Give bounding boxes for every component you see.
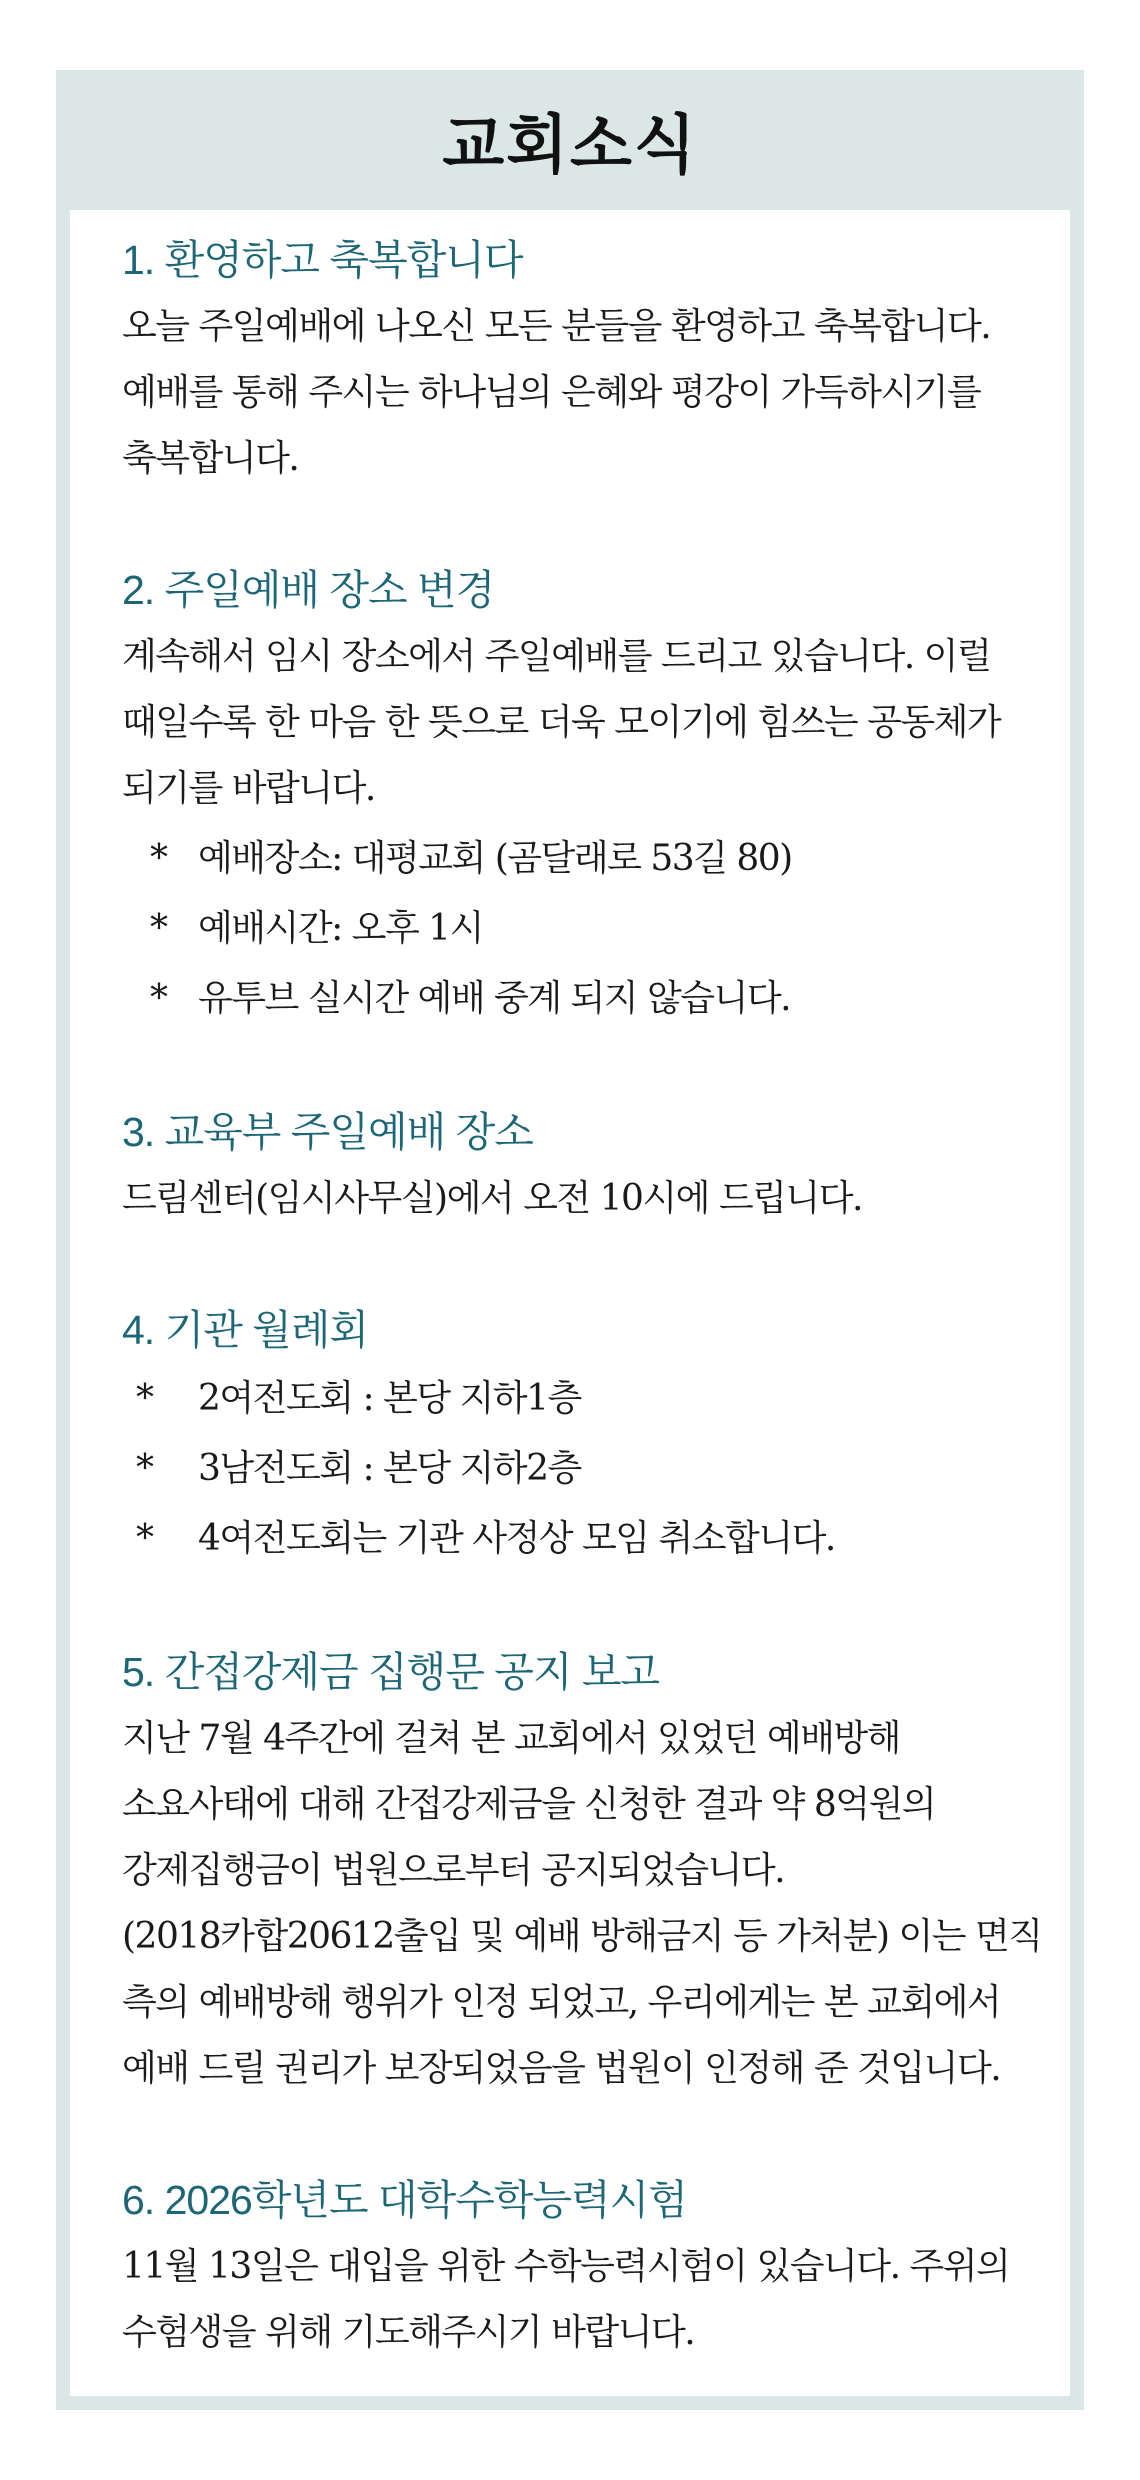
notice-frame [56, 70, 1084, 2410]
page-title: 교회소식 [442, 109, 698, 183]
title-band [56, 70, 1084, 210]
section-paragraph: 11월 13일은 대입을 위한 수학능력시험이 있습니다. 주위의 수험생을 위해 기도해주시기 바랍니다. [122, 2246, 1010, 2353]
bullet-mark: * [136, 1518, 153, 1559]
section-paragraph: 계속해서 임시 장소에서 주일예배를 드리고 있습니다. 이럴 때일수록 한 마음 한 뜻으로 더욱 모이기에 힘쓰는 공동체가 되기를 바랍니다. [122, 636, 1001, 809]
section-paragraph: 오늘 주일예배에 나오신 모든 분들을 환영하고 축복합니다. 예배를 통해 주시는 하나님의 은혜와 평강이 가득하시기를 축복합니다. [122, 306, 991, 479]
section-court-notice [122, 1640, 1042, 2102]
bullet-mark: * [136, 1378, 153, 1419]
bullet-mark: * [150, 838, 167, 879]
notice-panel [70, 210, 1070, 2396]
list-item-text: 4여전도회는 기관 사정상 모임 취소합니다. [198, 1518, 835, 1559]
list-item [122, 964, 1042, 1034]
section-paragraph: 드림센터(임시사무실)에서 오전 10시에 드립니다. [122, 1178, 862, 1219]
bullet-list [122, 824, 1042, 1034]
bullet-mark: * [150, 908, 167, 949]
list-item [122, 824, 1042, 894]
bullet-mark: * [150, 978, 167, 1019]
section-heading: 2. 주일예배 장소 변경 [122, 567, 495, 613]
list-item [122, 1504, 1042, 1574]
bullet-mark: * [136, 1448, 153, 1489]
section-venue-change [122, 558, 1042, 1034]
list-item-text: 예배시간: 오후 1시 [198, 908, 483, 949]
list-item [122, 1364, 1042, 1434]
section-education-venue [122, 1100, 1042, 1232]
section-paragraph: 지난 7월 4주간에 걸쳐 본 교회에서 있었던 예배방해 소요사태에 대해 간접강제금을 신청한 결과 약 8억원의 강제집행금이 법원으로부터 공지되었습니다. (2018카합20612출입 및 예배 방해금지 등 가처분) 이는 면직 측의 예배방해 행위가 인정 되었고, 우리에게는 본 교회에서 예배 드릴 권리가 보장되었음을 법원이 인정해 준 것입니다. [122, 1718, 1042, 2089]
list-item-text: 2여전도회 : 본당 지하1층 [198, 1378, 581, 1419]
section-monthly-meetings [122, 1298, 1042, 1574]
list-item [122, 1434, 1042, 1504]
section-heading: 1. 환영하고 축복합니다 [122, 237, 523, 283]
bullet-list [122, 1364, 1042, 1574]
section-exam-prayer [122, 2168, 1042, 2366]
section-heading: 4. 기관 월례회 [122, 1307, 369, 1353]
section-heading: 6. 2026학년도 대학수학능력시험 [122, 2177, 687, 2223]
list-item-text: 3남전도회 : 본당 지하2층 [198, 1448, 581, 1489]
list-item-text: 유투브 실시간 예배 중계 되지 않습니다. [198, 978, 791, 1019]
section-heading: 5. 간접강제금 집행문 공지 보고 [122, 1649, 660, 1695]
list-item-text: 예배장소: 대평교회 (곰달래로 53길 80) [198, 838, 792, 879]
section-welcome [122, 228, 1042, 492]
section-heading: 3. 교육부 주일예배 장소 [122, 1109, 533, 1155]
list-item [122, 894, 1042, 964]
notice-content [122, 228, 1042, 2366]
